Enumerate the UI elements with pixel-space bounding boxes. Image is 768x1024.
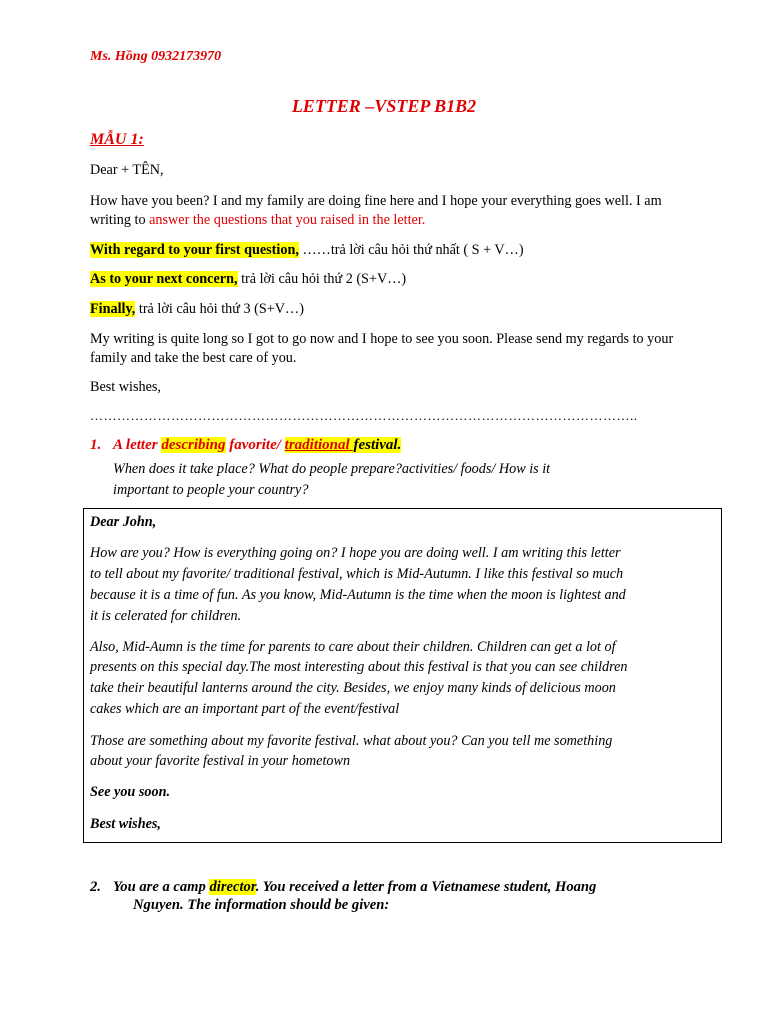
letter-p3-line-2: about your favorite festival in your hometown <box>90 753 351 769</box>
letter-signoff: Best wishes, <box>90 816 161 832</box>
letter-p1-line-1: How are you? How is everything going on? I hope you are doing well. I am writing this letter <box>90 545 621 561</box>
letter-closing: See you soon. <box>90 784 171 800</box>
letter-p3-line-1: Those are something about my favorite festival. what about you? Can you tell me something <box>90 733 613 749</box>
task-2-line-2: Nguyen. The information should be given: <box>133 897 390 913</box>
letter-p1-line-2: to tell about my favorite/ traditional festival, which is Mid-Autumn. I like this festival so much <box>90 566 624 582</box>
q3-label: Finally, <box>90 301 136 317</box>
template-intro-highlight: answer the questions that you raised in the letter. <box>149 212 426 228</box>
template-intro-line-2: writing to answer the questions that you raised in the letter. <box>90 212 426 228</box>
template-question-3: Finally, trả lời câu hỏi thứ 3 (S+V…) <box>90 301 304 317</box>
template-greeting: Dear + TÊN, <box>90 162 164 178</box>
letter-p2-line-1: Also, Mid-Aumn is the time for parents to care about their children. Children can get a lot of <box>90 639 616 655</box>
divider: ………………………………………………………………………………………………………….. <box>90 408 638 423</box>
template-question-1: With regard to your first question, ……trả lời câu hỏi thứ nhất ( S + V…) <box>90 242 524 258</box>
letter-p1-line-3: because it is a time of fun. As you know, Mid-Autumn is the time when the moon is lightest and <box>90 587 626 603</box>
q2-label: As to your next concern, <box>90 271 238 287</box>
q1-label: With regard to your first question, <box>90 242 299 258</box>
letter-p2-line-3: take their beautiful lanterns around the city. Besides, we enjoy many kinds of delicious moon <box>90 680 616 696</box>
template-signoff: Best wishes, <box>90 379 161 395</box>
sample-heading: MẪU 1: <box>90 131 144 148</box>
task-1-prompt-line-1: When does it take place? What do people prepare?activities/ foods/ How is it <box>113 461 551 477</box>
letter-greeting: Dear John, <box>90 514 157 530</box>
template-intro-line-1: How have you been? I and my family are doing fine here and I hope your everything goes well. I am <box>90 193 662 209</box>
task-1-prompt-line-2: important to people your country? <box>113 482 309 498</box>
letter-p1-line-4: it is celerated for children. <box>90 608 242 624</box>
template-closing-line-1: My writing is quite long so I got to go now and I hope to see you soon. Please send my regards to your <box>90 331 674 347</box>
page-title: LETTER –VSTEP B1B2 <box>291 96 477 116</box>
task-1-heading: 1. A letter describing favorite/ traditional festival. <box>90 437 402 453</box>
letter-p2-line-2: presents on this special day.The most interesting about this festival is that you can see children <box>90 659 628 675</box>
template-closing-line-2: family and take the best care of you. <box>90 350 297 366</box>
author-header: Ms. Hồng 0932173970 <box>90 49 222 64</box>
letter-p2-line-4: cakes which are an important part of the event/festival <box>90 701 400 717</box>
task-2-heading: 2. You are a camp director. You received a letter from a Vietnamese student, Hoang <box>90 879 597 895</box>
template-question-2: As to your next concern, trả lời câu hỏi thứ 2 (S+V…) <box>90 271 407 287</box>
